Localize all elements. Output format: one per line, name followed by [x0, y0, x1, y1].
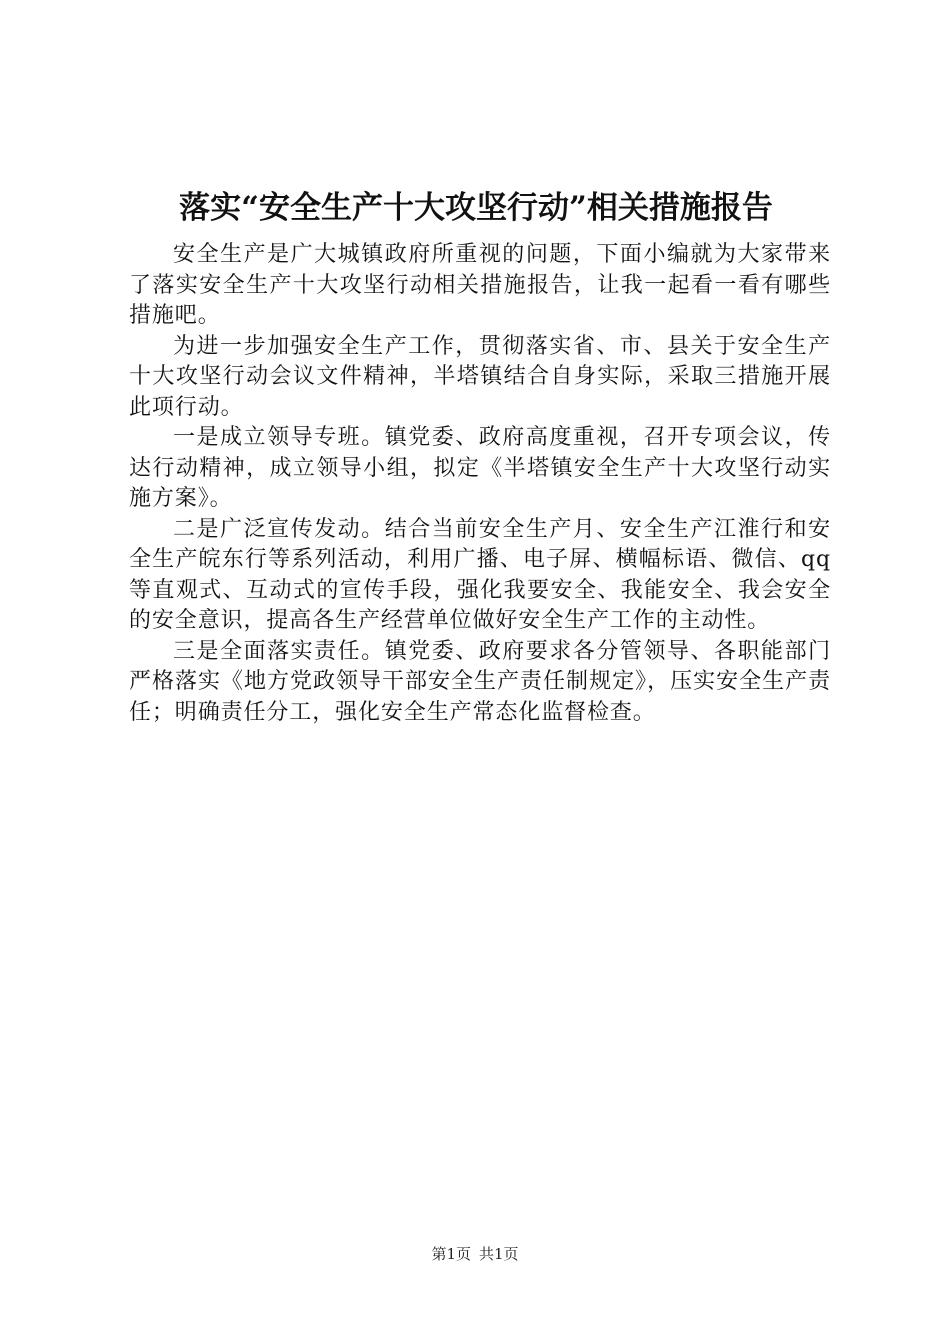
paragraph-measure-three: 三是全面落实责任。镇党委、政府要求各分管领导、各职能部门严格落实《地方党政领导干部安全生产责任制规定》，压实安全生产责任；明确责任分工，强化安全生产常态化监督检查。	[129, 638, 831, 725]
document-title: 落实“安全生产十大攻坚行动”相关措施报告	[179, 190, 773, 226]
page-total: 共1页	[479, 1245, 519, 1263]
paragraph-measure-one: 一是成立领导专班。镇党委、政府高度重视，召开专项会议，传达行动精神，成立领导小组，拟定《半塔镇安全生产十大攻坚行动实施方案》。	[129, 425, 831, 511]
paragraph-overview: 为进一步加强安全生产工作，贯彻落实省、市、县关于安全生产十大攻坚行动会议文件精神，半塔镇结合自身实际，采取三措施开展此项行动。	[129, 333, 831, 420]
paragraph-intro: 安全生产是广大城镇政府所重视的问题，下面小编就为大家带来了落实安全生产十大攻坚行动相关措施报告，让我一起看一看有哪些措施吧。	[129, 242, 831, 328]
paragraph-measure-two: 二是广泛宣传发动。结合当前安全生产月、安全生产江淮行和安全生产皖东行等系列活动，利用广播、电子屏、横幅标语、微信、qq等直观式、互动式的宣传手段，强化我要安全、我能安全、我会安全的安全意识，提高各生产经营单位做好安全生产工作的主动性。	[129, 516, 831, 633]
page-number: 第1页	[431, 1245, 471, 1263]
page-footer	[0, 1244, 950, 1264]
document-body	[129, 240, 831, 728]
